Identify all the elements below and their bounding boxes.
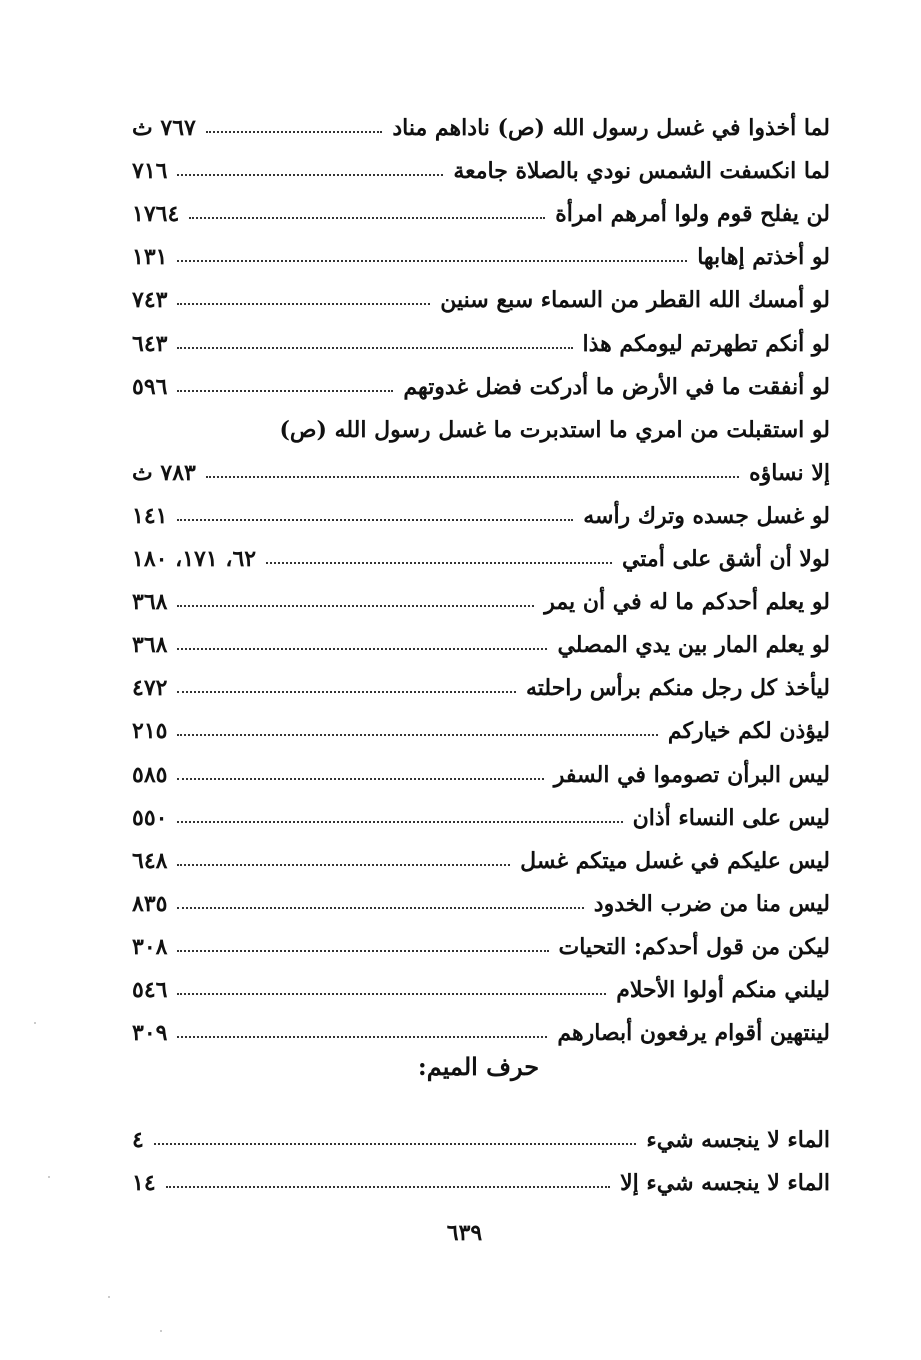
leader-dots <box>166 1186 610 1188</box>
index-entry <box>132 1001 830 1047</box>
entry-page-ref: ٦٤٨ <box>132 847 168 874</box>
index-entry <box>132 786 830 829</box>
entry-text: لينتهين أقوام يرفعون أبصارهم <box>557 1020 830 1047</box>
entry-page-ref: ١٤١ <box>132 502 168 529</box>
leader-dots <box>177 260 687 262</box>
entry-text: ليس البرأن تصوموا في السفر <box>553 761 830 788</box>
entry-text: لن يفلح قوم ولوا أمرهم امرأة <box>555 201 830 228</box>
page-number-text: ٦٣٩ <box>446 1220 483 1246</box>
entry-text: إلا نساؤه <box>749 459 830 486</box>
entry-text: الماء لا ينجسه شيء إلا <box>620 1170 830 1197</box>
index-entry <box>132 398 830 441</box>
page-number <box>0 1220 921 1246</box>
leader-dots <box>177 821 622 823</box>
entry-text: ليكن من قول أحدكم: التحيات <box>558 933 830 960</box>
index-entry <box>132 355 830 398</box>
entry-text: لو غسل جسده وترك رأسه <box>583 502 830 529</box>
scan-speck <box>34 1022 36 1024</box>
entry-text: لما أخذوا في غسل رسول الله (ص) ناداهم مناد <box>392 115 830 142</box>
leader-dots <box>206 131 383 133</box>
index-entry <box>132 268 830 314</box>
index-entry <box>132 613 830 659</box>
entry-page-ref: ٥٨٥ <box>132 761 168 788</box>
scan-speck <box>108 1296 110 1298</box>
entry-page-ref: ٥٤٦ <box>132 976 168 1003</box>
leader-dots <box>177 950 548 952</box>
index-entry <box>132 829 830 872</box>
entry-text: ليس على النساء أذان <box>632 804 830 831</box>
entry-text: ليس منا من ضرب الخدود <box>593 890 830 917</box>
index-entry <box>132 656 830 702</box>
leader-dots <box>177 993 606 995</box>
entry-page-ref: ٣٠٩ <box>132 1020 168 1047</box>
leader-dots <box>177 907 583 909</box>
leader-dots <box>177 1036 547 1038</box>
entry-text: ليس عليكم في غسل ميتكم غسل <box>520 847 830 874</box>
entry-page-ref: ٣٦٨ <box>132 589 168 616</box>
entry-text: لو أمسك الله القطر من السماء سبع سنين <box>440 287 830 314</box>
index-entry <box>132 527 830 573</box>
leader-dots <box>177 648 547 650</box>
leader-dots <box>177 303 430 305</box>
leader-dots <box>177 864 510 866</box>
entry-text: ليلني منكم أولوا الأحلام <box>616 976 830 1003</box>
entry-page-ref: ٤ <box>132 1127 144 1154</box>
leader-dots <box>177 605 534 607</box>
entry-page-ref: ٧١٦ <box>132 158 168 185</box>
index-entry <box>132 570 830 616</box>
entry-page-ref: ٤٧٢ <box>132 675 168 702</box>
index-entry <box>132 742 830 788</box>
entry-page-ref: ٦٢، ١٧١، ١٨٠ <box>132 546 257 573</box>
index-entry <box>132 484 830 527</box>
scan-speck <box>160 1330 162 1332</box>
entry-text: الماء لا ينجسه شيء <box>646 1127 830 1154</box>
entry-text: لو أنفقت ما في الأرض ما أدركت فضل غدوتهم <box>403 373 830 400</box>
entry-page-ref: ٢١٥ <box>132 718 168 745</box>
entry-page-ref: ٧٦٧ ث <box>132 115 196 142</box>
entry-page-ref: ١٣١ <box>132 244 168 271</box>
leader-dots <box>177 691 516 693</box>
index-entry <box>132 872 830 915</box>
entry-page-ref: ٥٥٠ <box>132 804 168 831</box>
scan-speck <box>48 1176 50 1178</box>
entry-text: لو يعلم المار بين يدي المصلي <box>557 632 830 659</box>
leader-dots <box>206 476 739 478</box>
leader-dots <box>154 1143 637 1145</box>
leader-dots <box>189 217 545 219</box>
entry-page-ref: ٣٦٨ <box>132 632 168 659</box>
entry-text: ليؤذن لكم خياركم <box>667 718 830 745</box>
leader-dots <box>177 778 543 780</box>
index-entry <box>132 182 830 228</box>
section-entry-list <box>132 1108 830 1197</box>
index-entry <box>132 441 830 484</box>
leader-dots <box>177 347 572 349</box>
index-entry <box>132 1151 830 1197</box>
entry-page-ref: ١٧٦٤ <box>132 201 180 228</box>
entry-page-ref: ٦٤٣ <box>132 330 168 357</box>
entry-page-ref: ٣٠٨ <box>132 933 168 960</box>
entry-page-ref: ٧٨٣ ث <box>132 459 196 486</box>
section-heading <box>0 1052 921 1081</box>
leader-dots <box>177 519 573 521</box>
index-entry <box>132 139 830 185</box>
index-entry <box>132 958 830 1001</box>
entry-text: لو استقبلت من امري ما استدبرت ما غسل رسول الله (ص) <box>279 416 830 443</box>
entry-text: ليأخذ كل رجل منكم برأس راحلته <box>525 675 830 702</box>
entry-page-ref: ٧٤٣ <box>132 287 168 314</box>
entry-text: لولا أن أشق على أمتي <box>621 546 830 573</box>
entry-text: لو يعلم أحدكم ما له في أن يمر <box>544 589 830 616</box>
hadith-index-list <box>132 96 830 1047</box>
leader-dots <box>177 734 657 736</box>
entry-text: لما انكسفت الشمس نودي بالصلاة جامعة <box>453 158 830 185</box>
section-heading-text: حرف الميم: <box>417 1052 540 1081</box>
entry-text: لو أنكم تطهرتم ليومكم هذا <box>582 330 830 357</box>
entry-page-ref: ٥٩٦ <box>132 373 168 400</box>
index-entry <box>132 1108 830 1154</box>
index-entry <box>132 311 830 357</box>
entry-page-ref: ١٤ <box>132 1170 156 1197</box>
index-entry <box>132 225 830 271</box>
index-entry <box>132 699 830 745</box>
leader-dots <box>177 390 393 392</box>
index-entry <box>132 96 830 142</box>
entry-text: لو أخذتم إهابها <box>697 244 830 271</box>
entry-page-ref: ٨٣٥ <box>132 890 168 917</box>
index-entry <box>132 915 830 958</box>
leader-dots <box>266 562 612 564</box>
leader-dots <box>177 174 443 176</box>
